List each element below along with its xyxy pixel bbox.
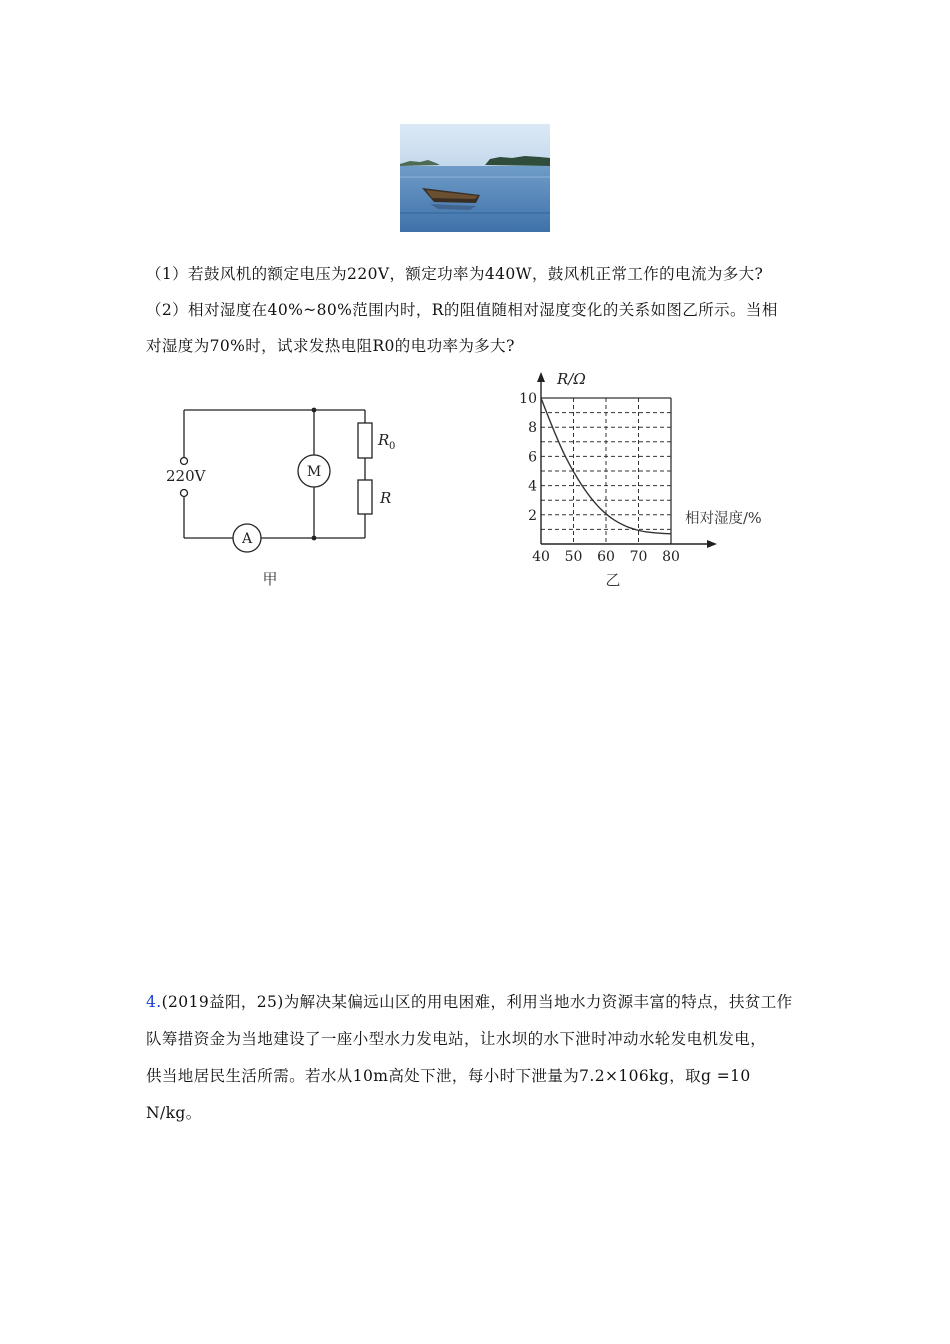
question-4-line-2: 队筹措资金为当地建设了一座小型水力发电站，让水坝的水下泄时冲动水轮发电机发电， <box>146 1030 767 1048</box>
resistance-curve <box>541 398 671 534</box>
circuit-diagram <box>160 395 400 599</box>
question-4-number: 4. <box>146 993 162 1011</box>
x-tick-70: 70 <box>629 549 648 565</box>
r-label: R <box>380 489 392 507</box>
r0-label: R <box>378 431 390 449</box>
y-tick-2: 2 <box>528 507 537 524</box>
lake-boat-photo <box>400 124 550 232</box>
question-4-line-3: 供当地居民生活所需。若水从10m高处下泄，每小时下泄量为7.2×106kg，取g =10 <box>146 1067 751 1085</box>
y-axis-label: R/Ω <box>557 370 586 388</box>
figure-jia-caption: 甲 <box>262 570 278 588</box>
lake-boat-picture <box>400 124 550 232</box>
x-tick-50: 50 <box>564 549 583 565</box>
x-axis-arrow <box>707 540 717 548</box>
x-axis-label: 相对湿度/% <box>685 511 762 527</box>
question-3-part-2-line-1: （2）相对湿度在40%~80%范围内时，R的阻值随相对湿度变化的关系如图乙所示。当相 <box>146 301 778 319</box>
question-4-line-1-text: (2019益阳，25)为解决某偏远山区的用电困难，利用当地水力资源丰富的特点，扶贫工作 <box>161 993 793 1011</box>
question-4-line-1 <box>146 990 793 1012</box>
x-tick-80: 80 <box>662 549 680 565</box>
question-4-line-4: N/kg。 <box>146 1104 202 1122</box>
x-tick-60: 60 <box>597 549 615 565</box>
x-tick-40: 40 <box>532 549 550 565</box>
voltage-label: 220V <box>166 467 206 485</box>
resistance-humidity-chart <box>505 362 805 601</box>
figure-yi-caption: 乙 <box>605 571 621 589</box>
question-3-part-2-line-2: 对湿度为70%时，试求发热电阻R0的电功率为多大? <box>146 337 515 355</box>
question-3-part-1: （1）若鼓风机的额定电压为220V，额定功率为440W，鼓风机正常工作的电流为多大? <box>146 265 764 283</box>
chart-svg <box>505 362 805 597</box>
y-tick-8: 8 <box>528 420 537 437</box>
r0-subscript: 0 <box>389 441 396 452</box>
y-tick-4: 4 <box>528 478 537 495</box>
y-tick-10: 10 <box>519 391 537 407</box>
motor-label: M <box>306 464 322 480</box>
ammeter-label: A <box>241 531 253 547</box>
circuit-svg <box>160 395 400 595</box>
y-axis-arrow <box>537 372 545 382</box>
y-tick-6: 6 <box>528 449 537 466</box>
